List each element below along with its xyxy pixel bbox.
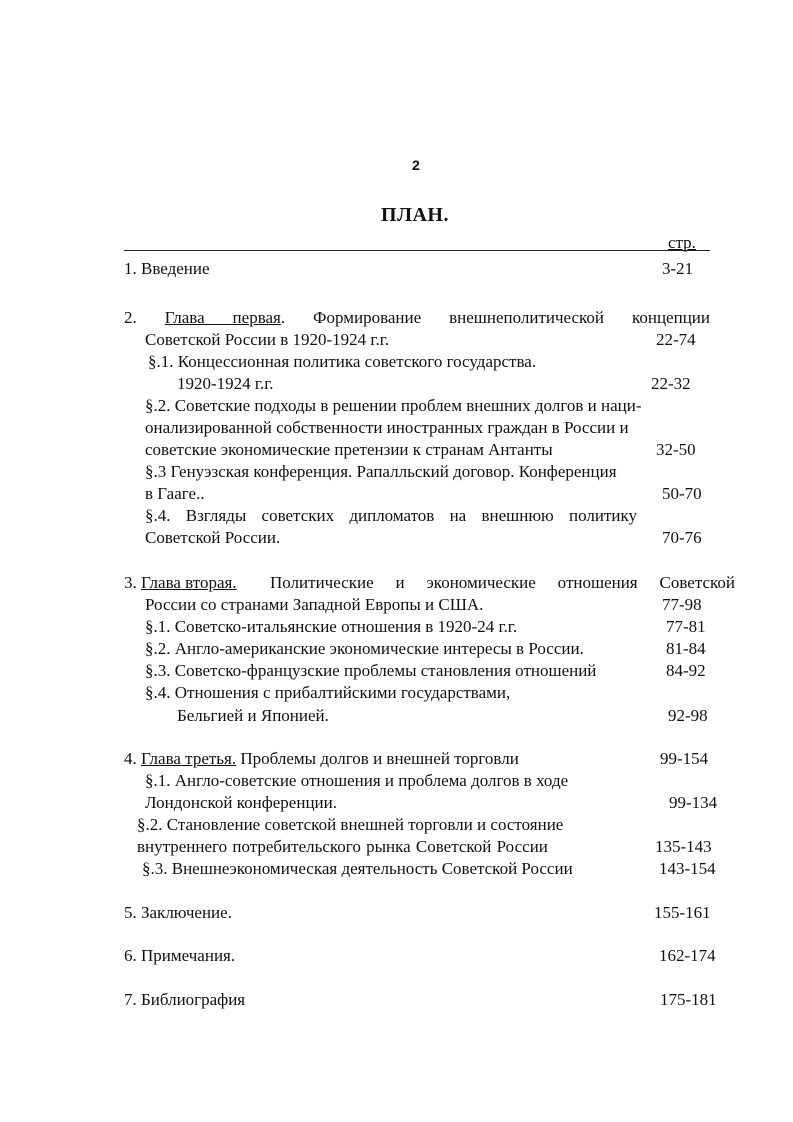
section-line: §.3 Генуэзская конференция. Рапалльский договор. Конференция [145, 462, 617, 481]
entry-number: 5. [124, 903, 137, 922]
section-line: §.1. Концессионная политика советского государства. [148, 352, 537, 371]
chapter-title-line1: Политические и экономические отношения Советской [270, 573, 735, 592]
section-line: §.4. Взгляды советских дипломатов на внешнюю политику [145, 506, 637, 525]
title-rule [124, 250, 710, 251]
section-pages: 22-32 [651, 374, 691, 393]
entry-text: Библиография [141, 990, 246, 1009]
entry-text: Введение [141, 259, 210, 278]
entry-pages: 3-21 [662, 259, 694, 278]
chapter-title-line2: Советской России в 1920-1924 г.г. [145, 330, 390, 349]
section-line: §.4. Отношения с прибалтийскими государствами, [145, 683, 511, 702]
chapter-pages: 22-74 [656, 330, 696, 349]
page-number: 2 [412, 157, 420, 173]
entry-number: 1. [124, 259, 137, 278]
chapter-label: Глава первая [164, 308, 281, 327]
entry-pages: 155-161 [654, 903, 711, 922]
section-line: §.2. Становление советской внешней торговли и состояние [137, 815, 564, 834]
entry-text: Заключение. [141, 903, 232, 922]
chapter-pages: 99-154 [660, 749, 709, 768]
entry-pages: 162-174 [659, 946, 716, 965]
section-line: внутреннего потребительского рынка Советской России [137, 837, 548, 856]
section-line: в Гааге.. [145, 484, 205, 503]
pages-column-label: стр. [668, 233, 696, 252]
section-line: Советской России. [145, 528, 281, 547]
section-line: §.3. Внешнеэкономическая деятельность Советской России [142, 859, 573, 878]
entry-number: 4. [124, 749, 137, 768]
section-line: Бельгией и Японией. [177, 706, 329, 725]
entry-text: Примечания. [141, 946, 236, 965]
section-line: §.1. Англо-советские отношения и проблема долгов в ходе [145, 771, 569, 790]
section-line: §.1. Советско-итальянские отношения в 1920-24 г.г. [145, 617, 518, 636]
chapter-label: Глава третья. [141, 749, 237, 768]
entry-pages: 175-181 [660, 990, 717, 1009]
entry-number: 2. [124, 308, 137, 327]
section-pages: 81-84 [666, 639, 706, 658]
chapter-title-line1: . Формирование внешнеполитической концепции [280, 308, 710, 327]
entry-number: 6. [124, 946, 137, 965]
section-line: 1920-1924 г.г. [177, 374, 274, 393]
section-pages: 84-92 [666, 661, 706, 680]
entry-number: 3. [124, 573, 137, 592]
section-pages: 143-154 [659, 859, 716, 878]
chapter-label: Глава вторая. [141, 573, 237, 592]
section-line: онализированной собственности иностранных граждан в России и [145, 418, 629, 437]
section-line: §.2. Англо-американские экономические интересы в России. [145, 639, 584, 658]
section-line: Лондонской конференции. [145, 793, 337, 812]
chapter-pages: 77-98 [662, 595, 702, 614]
section-line: советские экономические претензии к странам Антанты [145, 440, 553, 459]
section-pages: 99-134 [669, 793, 718, 812]
chapter-title-line1: Проблемы долгов и внешней торговли [240, 749, 519, 768]
section-pages: 135-143 [655, 837, 712, 856]
chapter-title-line2: России со странами Западной Европы и США. [145, 595, 484, 614]
section-pages: 50-70 [662, 484, 702, 503]
section-pages: 70-76 [662, 528, 702, 547]
section-line: §.3. Советско-французские проблемы становления отношений [145, 661, 597, 680]
section-pages: 92-98 [668, 706, 708, 725]
section-pages: 77-81 [666, 617, 706, 636]
entry-number: 7. [124, 990, 137, 1009]
section-line: §.2. Советские подходы в решении проблем внешних долгов и наци- [145, 396, 642, 415]
page-title: ПЛАН. [381, 204, 449, 226]
section-pages: 32-50 [656, 440, 696, 459]
